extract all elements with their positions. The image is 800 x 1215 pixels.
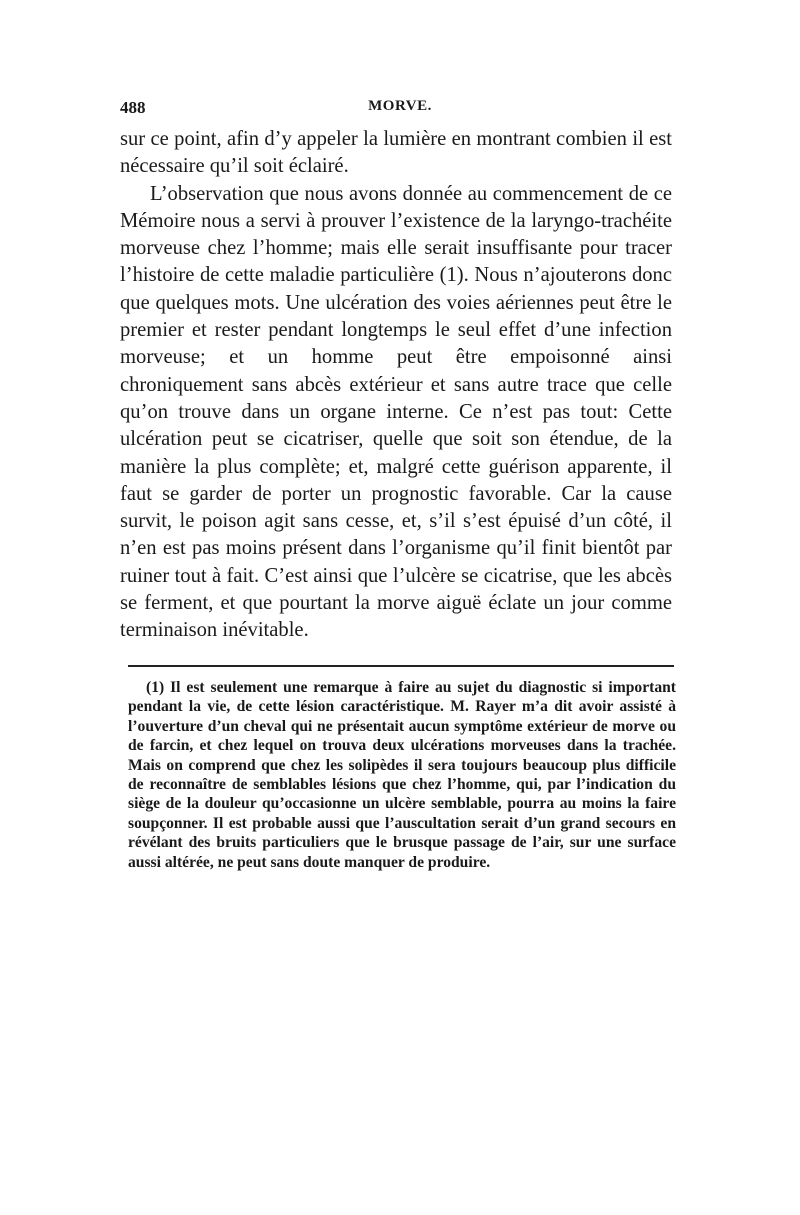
footnote-divider <box>128 665 674 667</box>
body-paragraph: L’observation que nous avons donnée au commencement de ce Mémoire nous a servi à prouver l’existence de la laryngo-trachéite morveuse chez l’homme; mais elle serait insuffisante pour tracer l’histoire de cette maladie particulière (1). Nous n’ajouterons donc que quelques mots. Une ulcération des voies aériennes peut être le premier et rester pendant longtemps le seul effet d’une infection morveuse; et un homme peut être empoisonné ainsi chroniquement sans abcès extérieur et sans autre trace que celle qu’on trouve dans un organe interne. Ce n’est pas tout: Cette ulcération peut se cicatriser, quelle que soit son étendue, de la manière la plus complète; et, malgré cette guérison apparente, il faut se garder de porter un prognostic favorable. Car la cause survit, le poison agit sans cesse, et, s’il s’est épuisé d’un côté, il n’en est pas moins présent dans l’organisme qu’il finit bientôt par ruiner tout à fait. C’est ainsi que l’ulcère se cicatrise, que les abcès se ferment, et que pourtant la morve aiguë éclate un jour comme terminaison inévitable. <box>120 182 672 642</box>
page-header <box>120 98 680 120</box>
footnote-text: (1) Il est seulement une remarque à faire au sujet du diagnostic si important pendant la vie, de cette lésion caractéristique. M. Rayer m’a dit avoir assisté à l’ouverture d’un cheval qui ne présentait aucun symptôme extérieur de morve ou de farcin, et chez lequel on trouva deux ulcérations morveuses dans la trachée. Mais on comprend que chez les solipèdes il sera toujours beaucoup plus difficile de reconnaître de semblables lésions que chez l’homme, qui, par l’indication du siège de la douleur qu’occasionne un ulcère semblable, pourra au moins la faire soupçonner. Il est probable aussi que l’auscultation serait d’un grand secours en révélant des bruits particuliers que le brusque passage de l’air, sur une surface aussi altérée, ne peut sans doute manquer de produire. <box>128 679 676 871</box>
running-title: MORVE. <box>368 98 432 114</box>
continued-paragraph: sur ce point, afin d’y appeler la lumière en montrant combien il est nécessaire qu’il soit éclairé. <box>120 128 672 178</box>
page-number: 488 <box>120 98 146 117</box>
footnote <box>128 678 676 872</box>
main-text <box>120 126 672 645</box>
